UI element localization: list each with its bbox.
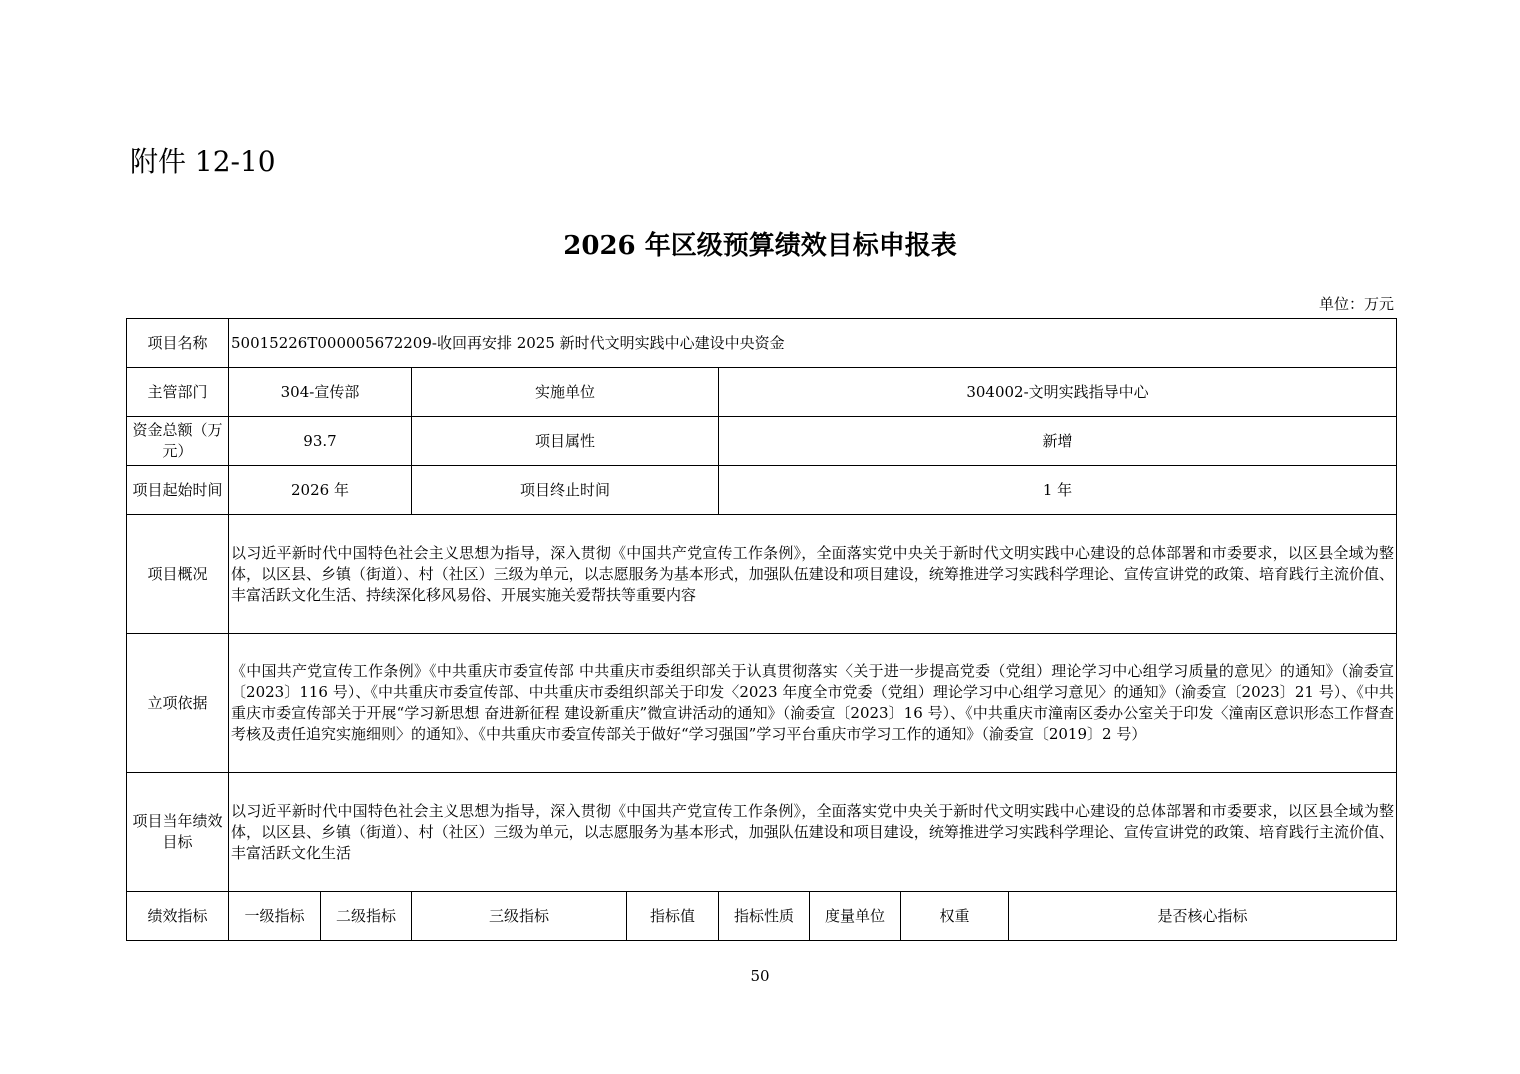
header-is-core: 是否核心指标 [1009, 892, 1397, 941]
start-time-label: 项目起始时间 [127, 466, 229, 515]
end-time-value: 1 年 [719, 466, 1397, 515]
header-value: 指标值 [627, 892, 719, 941]
project-attr-label: 项目属性 [412, 417, 719, 466]
basis-label: 立项依据 [127, 634, 229, 773]
project-name-value: 50015226T000005672209-收回再安排 2025 新时代文明实践中心建设中央资金 [229, 319, 1397, 368]
page-number: 50 [750, 967, 770, 985]
header-unit: 度量单位 [810, 892, 901, 941]
overview-value: 以习近平新时代中国特色社会主义思想为指导，深入贯彻《中国共产党宣传工作条例》，全面落实党中央关于新时代文明实践中心建设的总体部署和市委要求，以区县全域为整体，以区县、乡镇（街道）、村（社区）三级为单元，以志愿服务为基本形式，加强队伍建设和项目建设，统筹推进学习实践科学理论、宣传宣讲党的政策、培育践行主流价值、丰富活跃文化生活、持续深化移风易俗、开展实施关爱帮扶等重要内容 [229, 515, 1397, 634]
impl-unit-value: 304002-文明实践指导中心 [719, 368, 1397, 417]
row-project-name [127, 319, 1397, 368]
annual-goal-label: 项目当年绩效目标 [127, 773, 229, 892]
unit-label: 单位：万元 [1318, 295, 1394, 313]
header-level2: 二级指标 [321, 892, 412, 941]
start-time-value: 2026 年 [229, 466, 412, 515]
dept-value: 304-宣传部 [229, 368, 412, 417]
row-overview [127, 515, 1397, 634]
end-time-label: 项目终止时间 [412, 466, 719, 515]
attachment-label: 附件 12-10 [130, 145, 276, 178]
project-name-label: 项目名称 [127, 319, 229, 368]
annual-goal-value: 以习近平新时代中国特色社会主义思想为指导，深入贯彻《中国共产党宣传工作条例》，全面落实党中央关于新时代文明实践中心建设的总体部署和市委要求，以区县全域为整体，以区县、乡镇（街道）、村（社区）三级为单元，以志愿服务为基本形式，加强队伍建设和项目建设，统筹推进学习实践科学理论、宣传宣讲党的政策、培育践行主流价值、丰富活跃文化生活 [229, 773, 1397, 892]
row-time [127, 466, 1397, 515]
impl-unit-label: 实施单位 [412, 368, 719, 417]
overview-label: 项目概况 [127, 515, 229, 634]
header-level3: 三级指标 [412, 892, 627, 941]
document-title: 2026 年区级预算绩效目标申报表 [563, 231, 957, 261]
row-funds [127, 417, 1397, 466]
header-nature: 指标性质 [719, 892, 810, 941]
row-department [127, 368, 1397, 417]
row-indicator-header [127, 892, 1397, 941]
dept-label: 主管部门 [127, 368, 229, 417]
header-level1: 一级指标 [229, 892, 321, 941]
row-basis [127, 634, 1397, 773]
header-weight: 权重 [901, 892, 1009, 941]
project-attr-value: 新增 [719, 417, 1397, 466]
row-annual-goal [127, 773, 1397, 892]
total-funds-value: 93.7 [229, 417, 412, 466]
budget-performance-form [126, 318, 1397, 941]
basis-value: 《中国共产党宣传工作条例》《中共重庆市委宣传部 中共重庆市委组织部关于认真贯彻落实〈关于进一步提高党委（党组）理论学习中心组学习质量的意见〉的通知》（渝委宣〔2023〕116 号）、《中共重庆市委宣传部、中共重庆市委组织部关于印发〈2023 年度全市党委（党组）理论学习中心组学习意见〉的通知》（渝委宣〔2023〕21 号）、《中共重庆市委宣传部关于开展“学习新思想 奋进新征程 建设新重庆”微宣讲活动的通知》（渝委宣〔2023〕16 号）、《中共重庆市潼南区委办公室关于印发〈潼南区意识形态工作督查考核及责任追究实施细则〉的通知》、《中共重庆市委宣传部关于做好“学习强国”学习平台重庆市学习工作的通知》（渝委宣〔2019〕2 号） [229, 634, 1397, 773]
indicator-label: 绩效指标 [127, 892, 229, 941]
total-funds-label: 资金总额（万元） [127, 417, 229, 466]
